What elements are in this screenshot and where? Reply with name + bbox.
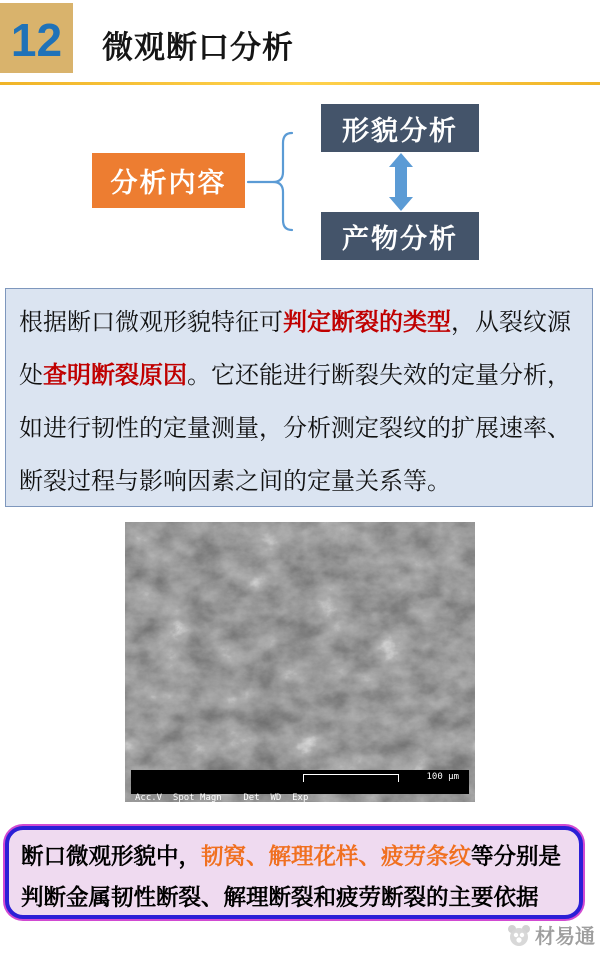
description-panel <box>5 288 593 507</box>
header-number: 12 <box>10 14 63 66</box>
page-title: 微观断口分析 <box>102 30 294 65</box>
conclusion-text: 断口微观形貌中，韧窝、解理花样、疲劳条纹等分别是判断金属韧性断裂、解理断裂和疲劳断裂的主要依据 <box>21 844 562 910</box>
header-rule <box>0 82 600 85</box>
watermark-logo-icon <box>506 922 532 948</box>
scale-bar-icon <box>303 774 399 782</box>
watermark <box>506 920 595 949</box>
scale-label: 100 μm <box>426 772 459 782</box>
curly-brace-icon <box>245 125 305 240</box>
double-arrow-icon <box>386 152 416 212</box>
analysis-content-label: 分析内容 <box>110 168 227 198</box>
watermark-label: 材易通 <box>535 926 595 948</box>
sem-micrograph <box>125 522 475 802</box>
sem-caption-row1: Acc.V Spot Magn Det WD Exp <box>135 793 309 803</box>
morphology-analysis-box <box>321 104 479 152</box>
conclusion-panel <box>5 826 583 919</box>
sem-texture <box>125 522 475 802</box>
header-number-box <box>0 3 73 73</box>
sem-caption-bar <box>131 770 469 803</box>
description-text: 根据断口微观形貌特征可判定断裂的类型，从裂纹源处查明断裂原因。它还能进行断裂失效的定量分析，如进行韧性的定量测量，分析测定裂纹的扩展速率、断裂过程与影响因素之间的定量关系等。 <box>19 310 571 495</box>
analysis-content-box <box>92 153 245 208</box>
morphology-analysis-label: 形貌分析 <box>342 115 458 146</box>
product-analysis-label: 产物分析 <box>342 223 458 254</box>
product-analysis-box <box>321 212 479 260</box>
